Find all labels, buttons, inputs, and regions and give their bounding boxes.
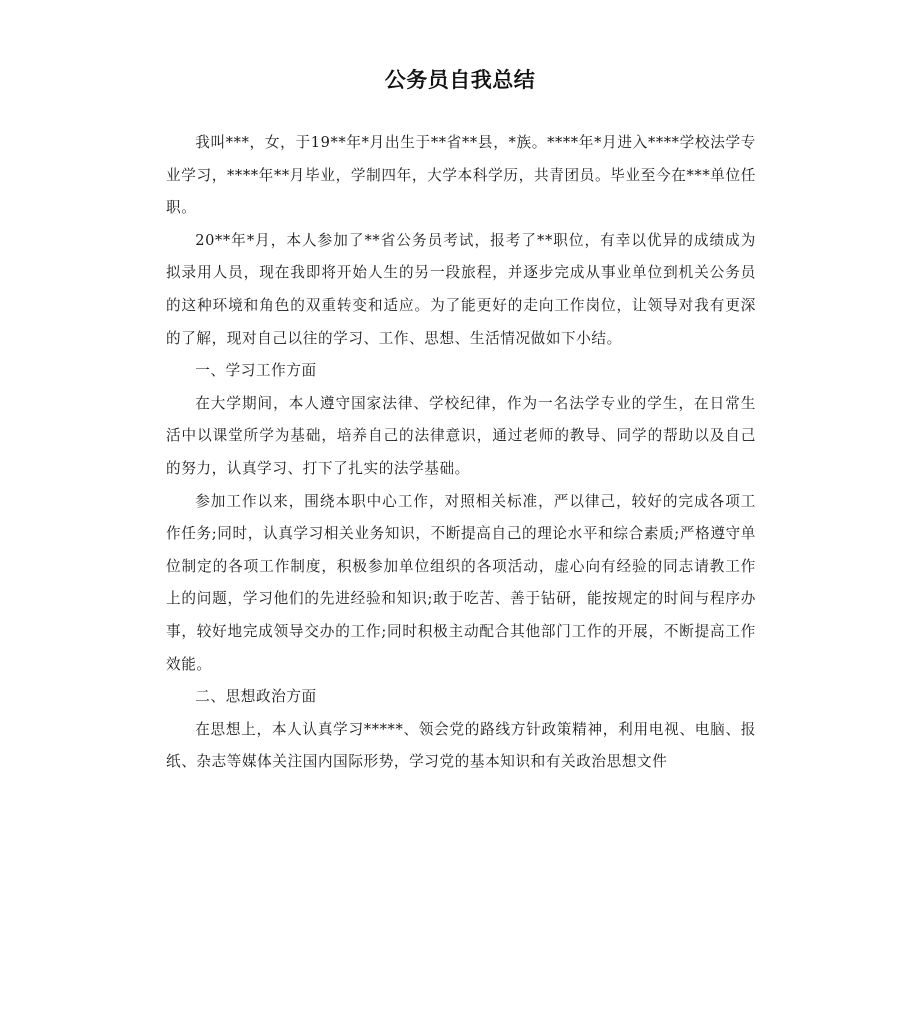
document-title: 公务员自我总结 <box>384 68 536 92</box>
section-heading-politics: 二、思想政治方面 <box>195 688 317 706</box>
section-heading-study-work: 一、学习工作方面 <box>195 362 317 380</box>
intro-paragraph: 我叫***，女，于19**年*月出生于**省**县，*族。****年*月进入****学校法学专业学习，****年**月毕业，学制四年，大学本科学历，共青团员。毕业至今在***单位任职。 <box>166 134 756 217</box>
exam-paragraph: 20**年*月，本人参加了**省公务员考试，报考了**职位，有幸以优异的成绩成为拟录用人员，现在我即将开始人生的另一段旅程，并逐步完成从事业单位到机关公务员的这种环境和角色的双重转变和适应。为了能更好的走向工作岗位，让领导对我有更深的了解，现对自己以往的学习、工作、思想、生活情况做如下小结。 <box>166 231 756 347</box>
thought-paragraph: 在思想上，本人认真学习*****、领会党的路线方针政策精神，利用电视、电脑、报纸、杂志等媒体关注国内国际形势，学习党的基本知识和有关政治思想文件 <box>166 720 756 771</box>
document-body <box>166 127 756 779</box>
work-paragraph: 参加工作以来，围绕本职中心工作，对照相关标准，严以律己，较好的完成各项工作任务;同时，认真学习相关业务知识，不断提高自己的理论水平和综合素质;严格遵守单位制定的各项工作制度，积极参加单位组织的各项活动，虚心向有经验的同志请教工作上的问题，学习他们的先进经验和知识;敢于吃苦、善于钻研，能按规定的时间与程序办事，较好地完成领导交办的工作;同时积极主动配合其他部门工作的开展，不断提高工作效能。 <box>166 492 756 673</box>
university-paragraph: 在大学期间，本人遵守国家法律、学校纪律，作为一名法学专业的学生，在日常生活中以课堂所学为基础，培养自己的法律意识，通过老师的教导、同学的帮助以及自己的努力，认真学习、打下了扎实的法学基础。 <box>166 394 756 477</box>
